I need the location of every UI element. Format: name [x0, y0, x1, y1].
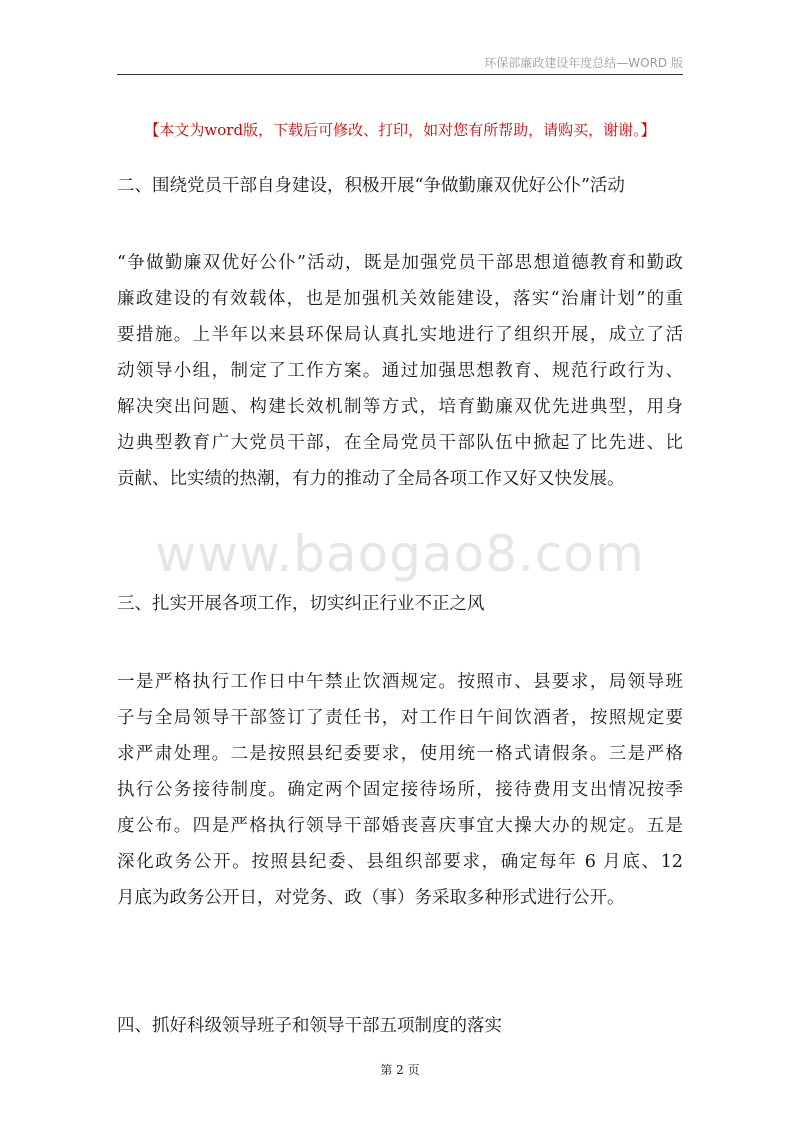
- paragraph-line: 执行公务接待制度。确定两个固定接待场所，接待费用支出情况按季: [117, 780, 683, 800]
- watermark: www.baogao8.com: [155, 525, 645, 583]
- section-heading-3: 三、扎实开展各项工作，切实纠正行业不正之风: [117, 594, 485, 614]
- section-heading-4: 四、抓好科级领导班子和领导干部五项制度的落实: [117, 1016, 502, 1036]
- paragraph-line: 一是严格执行工作日中午禁止饮酒规定。按照市、县要求，局领导班: [117, 672, 683, 692]
- paragraph-line: 月底为政务公开日，对党务、政（事）务采取多种形式进行公开。: [117, 888, 625, 908]
- paragraph-line: 动领导小组，制定了工作方案。通过加强思想教育、规范行政行为、: [117, 361, 683, 381]
- section-heading-2: 二、围绕党员干部自身建设，积极开展“争做勤廉双优好公仆”活动: [117, 176, 625, 196]
- paragraph-line: 要措施。上半年以来县环保局认真扎实地进行了组织开展，成立了活: [117, 325, 683, 345]
- paragraph-line: “争做勤廉双优好公仆”活动，既是加强党员干部思想道德教育和勤政: [117, 253, 683, 273]
- paragraph-line: 度公布。四是严格执行领导干部婚丧喜庆事宜大操大办的规定。五是: [117, 816, 683, 836]
- paragraph-line: 廉政建设的有效载体，也是加强机关效能建设，落实“治庸计划”的重: [117, 289, 683, 309]
- paragraph-line: 子与全局领导干部签订了责任书，对工作日午间饮酒者，按照规定要: [117, 708, 683, 728]
- paragraph-line: 贡献、比实绩的热潮，有力的推动了全局各项工作又好又快发展。: [117, 469, 625, 489]
- purchase-notice: 【本文为word版，下载后可修改、打印，如对您有所帮助，请购买，谢谢。】: [144, 121, 656, 139]
- section-paragraph-2: [117, 245, 683, 497]
- paragraph-line: 边典型教育广大党员干部，在全局党员干部队伍中掀起了比先进、比: [117, 433, 683, 453]
- section-paragraph-3: [117, 664, 683, 916]
- paragraph-line: 解决突出问题、构建长效机制等方式，培育勤廉双优先进典型，用身: [117, 397, 683, 417]
- document-header-title: 环保部廉政建设年度总结—WORD 版: [484, 56, 683, 70]
- header-divider: [117, 74, 683, 75]
- page-number: 第 2 页: [380, 1063, 420, 1077]
- paragraph-line: 求严肃处理。二是按照县纪委要求，使用统一格式请假条。三是严格: [117, 744, 683, 764]
- paragraph-line: 深化政务公开。按照县纪委、县组织部要求，确定每年 6 月底、12: [117, 852, 683, 872]
